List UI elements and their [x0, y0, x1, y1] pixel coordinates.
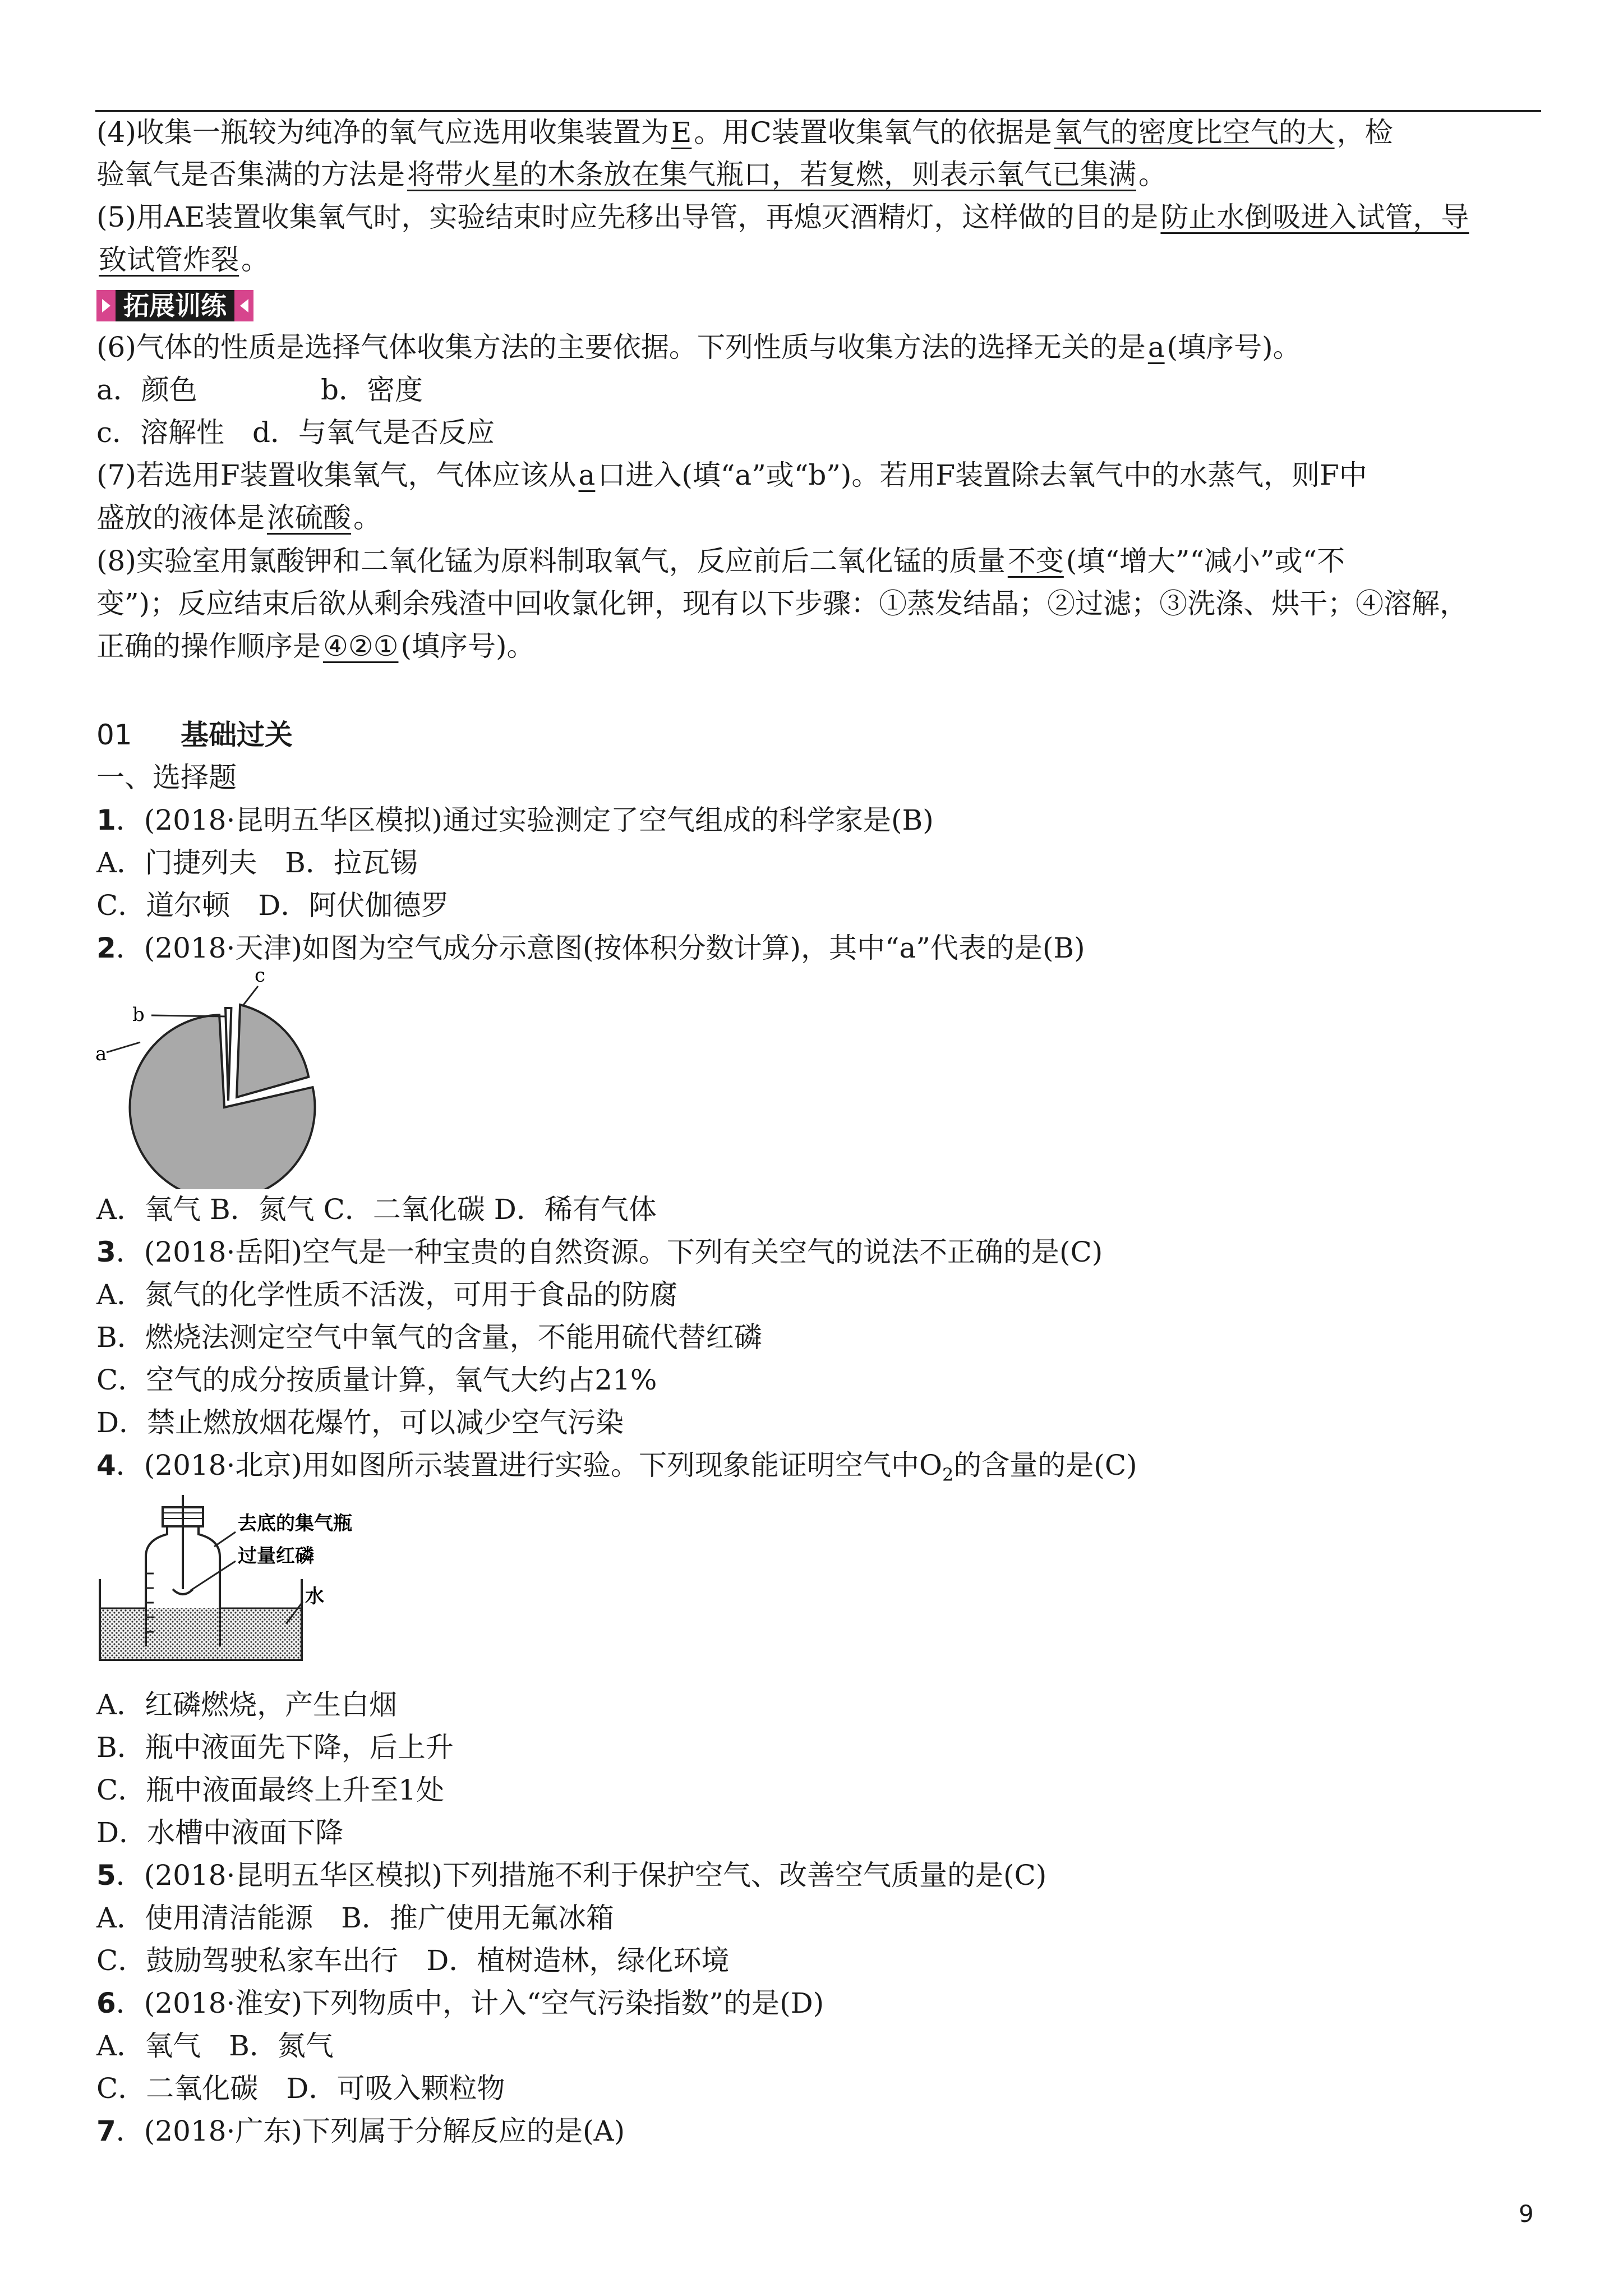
q6-options-cd	[96, 416, 1543, 449]
text: (5)用AE装置收集氧气时，实验结束时应先移出导管，再熄灭酒精灯，这样做的目的是	[96, 201, 1159, 233]
question-stem: ．(2018·北京)用如图所示装置进行实验。下列现象能证明空气中O	[116, 1449, 942, 1481]
q8-line2	[96, 587, 1543, 620]
text: ，检	[1336, 116, 1393, 149]
question-3-option-b: B．燃烧法测定空气中氧气的含量，不能用硫代替红磷	[96, 1321, 762, 1354]
answer-collect-basis: 氧气的密度比空气的大	[1054, 116, 1335, 149]
play-icon	[96, 290, 116, 321]
option-a: a．颜色	[96, 374, 197, 406]
text: (填序号)。	[1166, 331, 1301, 364]
text: (4)收集一瓶较为纯净的氧气应选用收集装置为	[96, 116, 669, 149]
trough-water	[100, 1608, 302, 1659]
label-c: c	[255, 965, 266, 987]
question-stem: ．(2018·岳阳)空气是一种宝贵的自然资源。下列有关空气的说法不正确的是(C)	[116, 1236, 1103, 1268]
leader-line-c	[242, 986, 258, 1006]
question-number: 7	[96, 2115, 116, 2147]
question-stem: ．(2018·昆明五华区模拟)下列措施不利于保护空气、改善空气质量的是(C)	[116, 1859, 1047, 1892]
text: (7)若选用F装置收集氧气，气体应该从	[96, 459, 577, 491]
question-5-options-1: A．使用清洁能源 B．推广使用无氟冰箱	[96, 1902, 614, 1934]
text: 。	[353, 501, 381, 534]
subscript: 2	[942, 1464, 954, 1485]
label-water: 水	[305, 1585, 324, 1608]
text: 。	[241, 243, 269, 276]
question-6	[96, 1986, 1543, 2020]
question-5-options-2: C．鼓励驾驶私家车出行 D．植树造林，绿化环境	[96, 1944, 730, 1977]
q6-options-ab	[96, 373, 1543, 407]
question-5	[96, 1858, 1543, 1892]
question-number: 4	[96, 1449, 116, 1481]
extension-training-badge	[96, 287, 253, 324]
section-heading	[96, 718, 1543, 752]
text: 。用C装置收集氧气的依据是	[694, 116, 1052, 149]
answer-inlet: a	[578, 459, 596, 491]
leader-phosphorus	[191, 1561, 236, 1590]
question-stem-end: 的含量的是(C)	[953, 1449, 1137, 1481]
label-a: a	[95, 1043, 107, 1065]
pie-slice-b	[225, 1008, 231, 1101]
question-3-option-a: A．氮气的化学性质不活泼，可用于食品的防腐	[96, 1278, 678, 1311]
question-4-option-c: C．瓶中液面最终上升至1处	[96, 1774, 445, 1806]
leader-line-a	[107, 1042, 140, 1052]
q6-line1	[96, 330, 1543, 364]
question-6-options-1: A．氧气 B．氮气	[96, 2030, 334, 2062]
label-b: b	[132, 1004, 145, 1026]
q8-line1	[96, 544, 1543, 578]
text: (填序号)。	[400, 630, 535, 662]
question-stem: ．(2018·广东)下列属于分解反应的是(A)	[116, 2115, 625, 2147]
leader-jar	[214, 1532, 236, 1547]
badge-label: 拓展训练	[116, 290, 234, 321]
text: 正确的操作顺序是	[96, 630, 321, 662]
q8-line3	[96, 629, 1543, 663]
question-1	[96, 803, 1543, 837]
question-1-options-1: A．门捷列夫 B．拉瓦锡	[96, 846, 418, 879]
q7-line1	[96, 458, 1543, 492]
answer-mass: 不变	[1007, 545, 1064, 577]
q4-line2	[96, 158, 1543, 191]
option-cd: c．溶解性 d．与氧气是否反应	[96, 416, 495, 449]
combustion-spoon	[173, 1589, 193, 1594]
question-4-option-b: B．瓶中液面先下降，后上升	[96, 1731, 454, 1764]
page-number: 9	[1519, 2200, 1534, 2228]
text: 盛放的液体是	[96, 501, 265, 534]
label-jar: 去底的集气瓶	[238, 1512, 352, 1535]
answer-liquid: 浓硫酸	[267, 501, 351, 534]
pie-slice-c	[237, 1005, 308, 1097]
text: 。	[1138, 158, 1166, 191]
question-6-options-2: C．二氧化碳 D．可吸入颗粒物	[96, 2072, 505, 2105]
answer-purpose: 防止水倒吸进入试管，导	[1160, 201, 1469, 233]
section-number: 01	[96, 719, 132, 751]
text: (6)气体的性质是选择气体收集方法的主要依据。下列性质与收集方法的选择无关的是	[96, 331, 1146, 364]
question-4-option-d: D．水槽中液面下降	[96, 1816, 344, 1849]
question-number: 6	[96, 1987, 116, 2019]
answer-collect-device: E	[671, 116, 692, 149]
text: (8)实验室用氯酸钾和二氧化锰为原料制取氧气，反应前后二氧化锰的质量	[96, 545, 1006, 577]
question-3-option-c: C．空气的成分按质量计算，氧气大约占21%	[96, 1364, 657, 1396]
air-composition-pie-figure	[90, 965, 325, 1189]
question-stem: ．(2018·天津)如图为空气成分示意图(按体积分数计算)，其中“a”代表的是(B)	[116, 932, 1085, 964]
section-title: 基础过关	[181, 719, 293, 751]
question-number: 1	[96, 804, 116, 836]
question-4	[96, 1448, 1543, 1492]
question-1-options-2: C．道尔顿 D．阿伏伽德罗	[96, 889, 449, 922]
text: (填“增大”“减小”或“不	[1066, 545, 1345, 577]
question-number: 3	[96, 1236, 116, 1268]
section-subtitle: 一、选择题	[96, 761, 237, 794]
question-2-options: A．氧气 B．氮气 C．二氧化碳 D．稀有气体	[96, 1193, 657, 1226]
question-2	[96, 931, 1543, 965]
q5-line2	[96, 243, 1543, 277]
answer-check-method: 将带火星的木条放在集气瓶口，若复燃，则表示氧气已集满	[407, 158, 1136, 191]
apparatus-figure	[95, 1495, 365, 1674]
q5-line1	[96, 200, 1543, 234]
text: 验氧气是否集满的方法是	[96, 158, 405, 191]
answer-unrelated-property: a	[1147, 331, 1165, 364]
answer-order: ④②①	[323, 630, 399, 662]
answer-purpose-cont: 致试管炸裂	[99, 243, 239, 276]
leader-line-b	[151, 1015, 225, 1016]
question-3	[96, 1235, 1543, 1269]
question-stem: ．(2018·昆明五华区模拟)通过实验测定了空气组成的科学家是(B)	[116, 804, 934, 836]
header-rule	[95, 110, 1541, 112]
question-3-option-d: D．禁止燃放烟花爆竹，可以减少空气污染	[96, 1406, 624, 1439]
label-phosphorus: 过量红磷	[238, 1545, 314, 1567]
question-4-option-a: A．红磷燃烧，产生白烟	[96, 1688, 398, 1721]
question-number: 2	[96, 932, 116, 964]
question-number: 5	[96, 1859, 116, 1892]
play-reverse-icon	[234, 290, 253, 321]
text: 变”)；反应结束后欲从剩余残渣中回收氯化钾，现有以下步骤：①蒸发结晶；②过滤；③洗涤、烘干；④溶解，	[96, 587, 1468, 620]
question-stem: ．(2018·淮安)下列物质中，计入“空气污染指数”的是(D)	[116, 1987, 824, 2019]
question-7	[96, 2114, 1543, 2148]
text: 口进入(填“a”或“b”)。若用F装置除去氧气中的水蒸气，则F中	[597, 459, 1367, 491]
option-b: b．密度	[321, 374, 423, 406]
q4-line1	[96, 116, 1543, 149]
q7-line2	[96, 501, 1543, 535]
